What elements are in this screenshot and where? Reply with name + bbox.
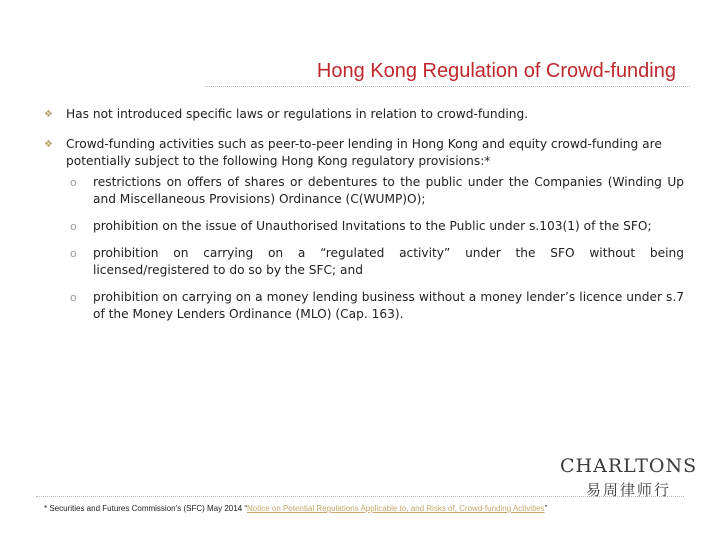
sub-bullet-list [66,174,684,323]
title-divider [205,86,690,87]
footnote [44,503,644,514]
logo-english-name: CHARLTONS [560,455,698,477]
footnote-suffix: ” [544,504,548,513]
sub-bullet-text: prohibition on carrying on a “regulated activity” under the SFO without being licensed/registered to do so by the SFC; and [93,246,684,277]
sub-bullet-text: restrictions on offers of shares or debentures to the public under the Companies (Winding Up and Miscellaneous Provisions) Ordinance (C(WUMP)O); [93,175,684,206]
footnote-link[interactable]: Notice on Potential Regulations Applicable to, and Risks of, Crowd-funding Activities [247,504,545,513]
ornament-bullet-icon: ❖ [44,109,53,120]
bullet-text: Crowd-funding activities such as peer-to-peer lending in Hong Kong and equity crowd-funding are potentially subject to the following Hong Kong regulatory provisions:* [66,137,662,168]
bullet-item [44,106,684,123]
sub-bullet-item [66,218,684,235]
circle-bullet-icon: o [70,291,77,304]
sub-bullet-item [66,245,684,279]
slide-title: Hong Kong Regulation of Crowd-funding [316,60,676,82]
bullet-text: Has not introduced specific laws or regulations in relation to crowd-funding. [66,107,529,121]
sub-bullet-text: prohibition on the issue of Unauthorised Invitations to the Public under s.103(1) of the SFO; [93,219,652,233]
circle-bullet-icon: o [70,247,77,260]
charltons-logo [560,455,697,500]
circle-bullet-icon: o [70,176,77,189]
sub-bullet-item [66,289,684,323]
logo-chinese-name: 易周律师行 [586,481,672,499]
footnote-divider [36,496,684,497]
bullet-item [44,136,684,323]
footnote-prefix: * Securities and Futures Commission’s (SFC) May 2014 “ [44,504,248,513]
circle-bullet-icon: o [70,220,77,233]
sub-bullet-text: prohibition on carrying on a money lending business without a money lender’s licence under s.7 of the Money Lenders Ordinance (MLO) (Cap. 163). [93,290,684,321]
ornament-bullet-icon: ❖ [44,139,53,150]
bullet-list [44,106,684,336]
sub-bullet-item [66,174,684,208]
